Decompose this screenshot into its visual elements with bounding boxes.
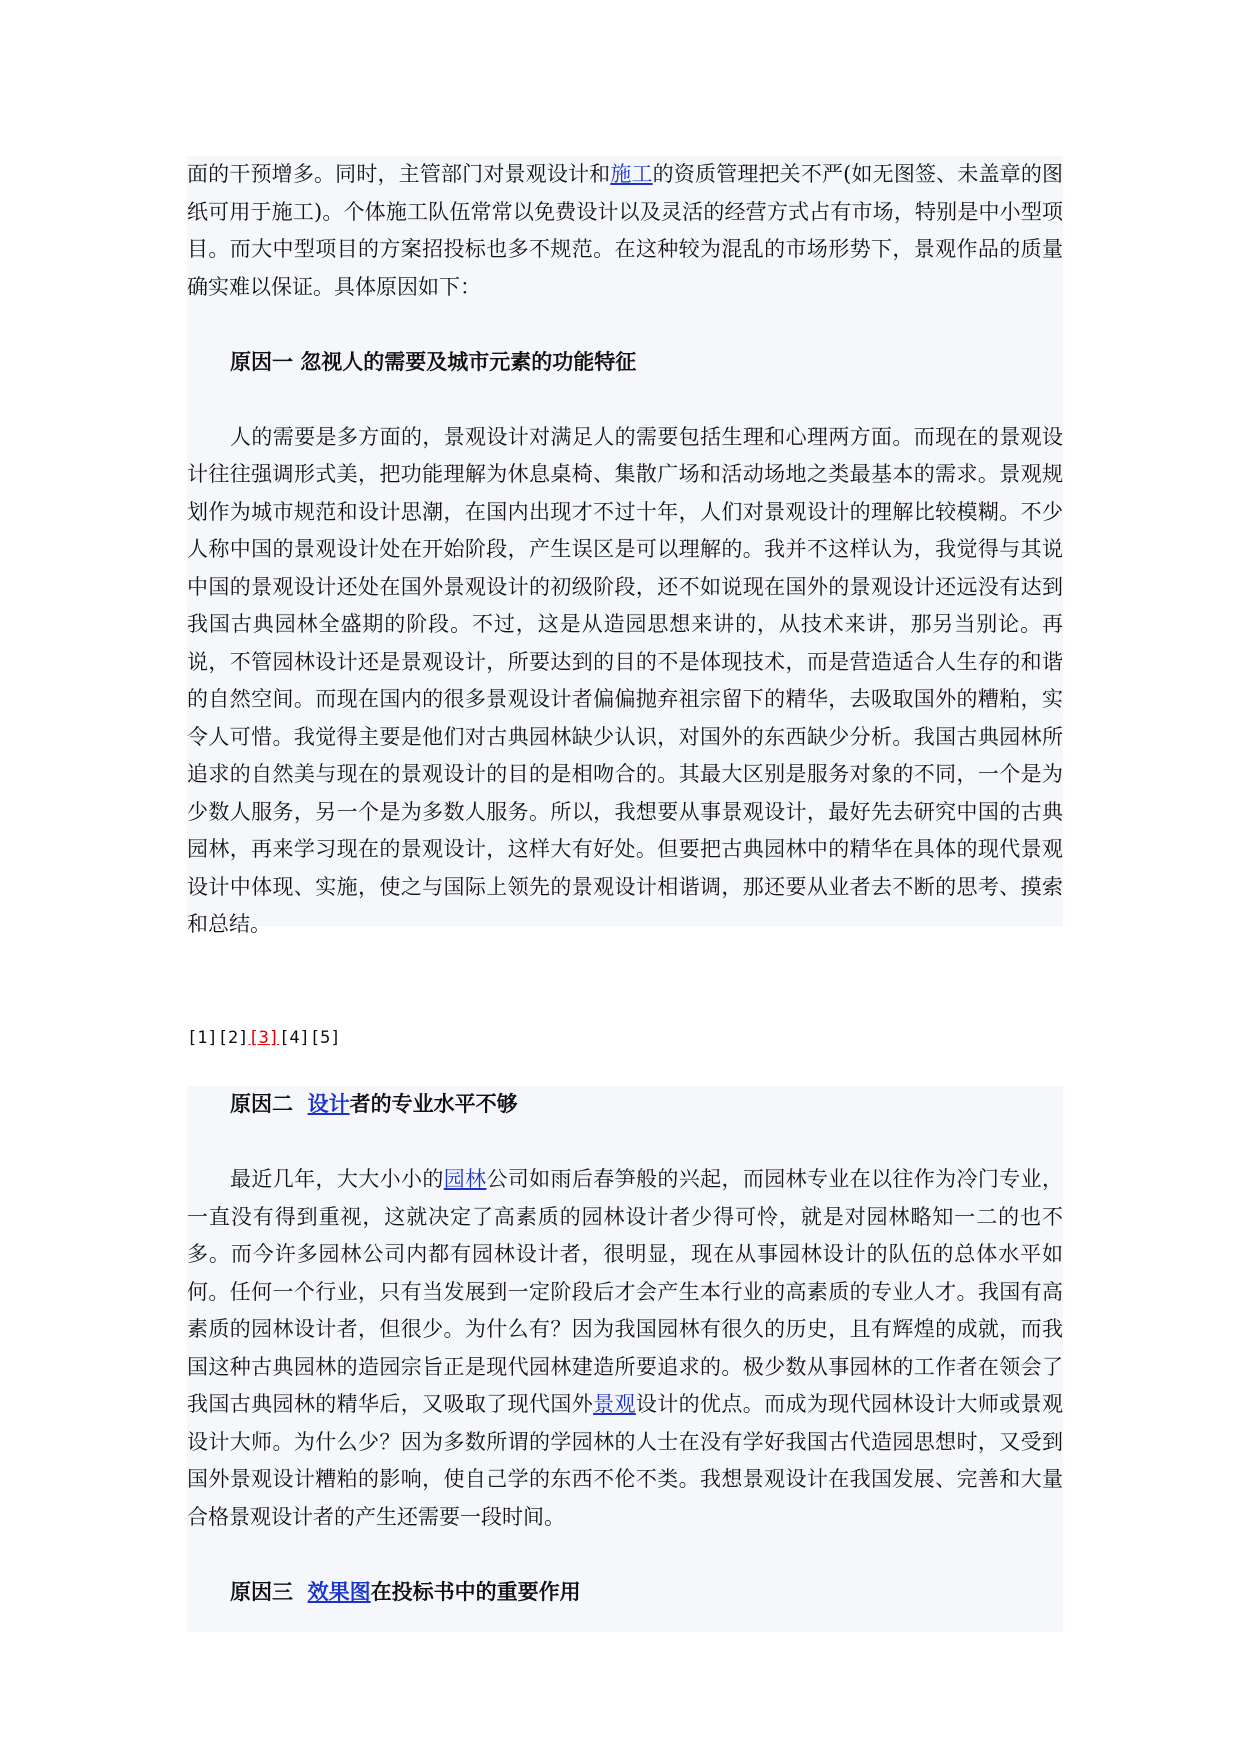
intro-text-end: 的资质管理把关不严(如无图签、未盖章的图纸可用于施工)。个体施工队伍常常以免费设计以及灵活的经营方式占有市场，特别是中小型项目。而大中型项目的方案招投标也多不规范。在这种较为混乱的市场形势下，景观作品的质量确实难以保证。具体原因如下： (187, 162, 1064, 299)
para-text-start: 最近几年，大大小小的 (230, 1167, 444, 1191)
link-landscape[interactable]: 景观 (593, 1392, 636, 1416)
spacer (187, 1536, 1063, 1574)
heading-suffix: 者的专业水平不够 (349, 1092, 518, 1116)
link-garden[interactable]: 园林 (443, 1167, 487, 1191)
para-text-end: 设计的优点。而成为现代园林设计大师或景观设计大师。为什么少？因为多数所谓的学园林的人士在没有学好我国古代造园思想时，又受到国外景观设计糟粕的影响，使自己学的东西不伦不类。我想景观设计在我国发展、完善和大量合格景观设计者的产生还需要一段时间。 (187, 1392, 1063, 1529)
heading-reason-three (187, 1574, 1063, 1612)
heading-prefix: 原因三 (230, 1579, 308, 1604)
reason-one-paragraph: 人的需要是多方面的，景观设计对满足人的需要包括生理和心理两方面。而现在的景观设计往往强调形式美，把功能理解为休息桌椅、集散广场和活动场地之类最基本的需求。景观规划作为城市规范和设计思潮，在国内出现才不过十年，人们对景观设计的理解比较模糊。不少人称中国的景观设计处在开始阶段，产生误区是可以理解的。我并不这样认为，我觉得与其说中国的景观设计还处在国外景观设计的初级阶段，还不如说现在国外的景观设计还远没有达到我国古典园林全盛期的阶段。不过，这是从造园思想来讲的，从技术来讲，那另当别论。再说，不管园林设计还是景观设计，所要达到的目的不是体现技术，而是营造适合人生存的和谐的自然空间。而现在国内的很多景观设计者偏偏抛弃祖宗留下的精华，去吸取国外的糟粕，实令人可惜。我觉得主要是他们对古典园林缺少认识，对国外的东西缺少分析。我国古典园林所追求的自然美与现在的景观设计的目的是相吻合的。其最大区别是服务对象的不同，一个是为少数人服务，另一个是为多数人服务。所以，我想要从事景观设计，最好先去研究中国的古典园林，再来学习现在的景观设计，这样大有好处。但要把古典园林中的精华在具体的现代景观设计中体现、实施，使之与国际上领先的景观设计相谐调，那还要从业者去不断的思考、摸索和总结。 (187, 424, 1063, 936)
page-link-2[interactable]: [2] (217, 1028, 249, 1048)
page-link-1[interactable]: [1] (187, 1028, 218, 1048)
article-section-2 (187, 1086, 1063, 1632)
page-link-4[interactable]: [4] (279, 1028, 310, 1048)
pagination (187, 1026, 341, 1050)
spacer (187, 1124, 1063, 1162)
intro-paragraph (187, 156, 1063, 306)
heading-prefix: 原因二 (230, 1092, 308, 1116)
page-link-3-current[interactable]: [3] (248, 1028, 280, 1048)
article-section-1 (187, 156, 1064, 936)
para-text-middle: 公司如雨后春笋般的兴起，而园林专业在以往作为冷门专业，一直没有得到重视，这就决定了高素质的园林设计者少得可怜，就是对园林略知一二的也不多。而今许多园林公司内都有园林设计者，很明显，现在从事园林设计的队伍的总体水平如何。任何一个行业，只有当发展到一定阶段后才会产生本行业的高素质的专业人才。我国有高素质的园林设计者，但很少。为什么有？因为我国园林有很久的历史，且有辉煌的成就，而我国这种古典园林的造园宗旨正是现代园林建造所要追求的。极少数从事园林的工作者在领会了我国古典园林的精华后，又吸取了现代国外 (187, 1167, 1064, 1416)
heading-suffix: 在投标书中的重要作用 (370, 1579, 581, 1604)
heading-reason-one: 原因一 忽视人的需要及城市元素的功能特征 (230, 349, 637, 374)
spacer (187, 306, 1063, 344)
link-rendering[interactable]: 效果图 (307, 1579, 371, 1604)
page-link-5[interactable]: [5] (309, 1028, 341, 1048)
link-construction[interactable]: 施工 (610, 162, 653, 186)
reason-two-paragraph (187, 1161, 1063, 1536)
intro-text-start: 面的干预增多。同时，主管部门对景观设计和 (187, 162, 611, 186)
heading-reason-two (187, 1086, 1063, 1124)
link-design[interactable]: 设计 (307, 1092, 350, 1116)
spacer (187, 381, 1063, 419)
